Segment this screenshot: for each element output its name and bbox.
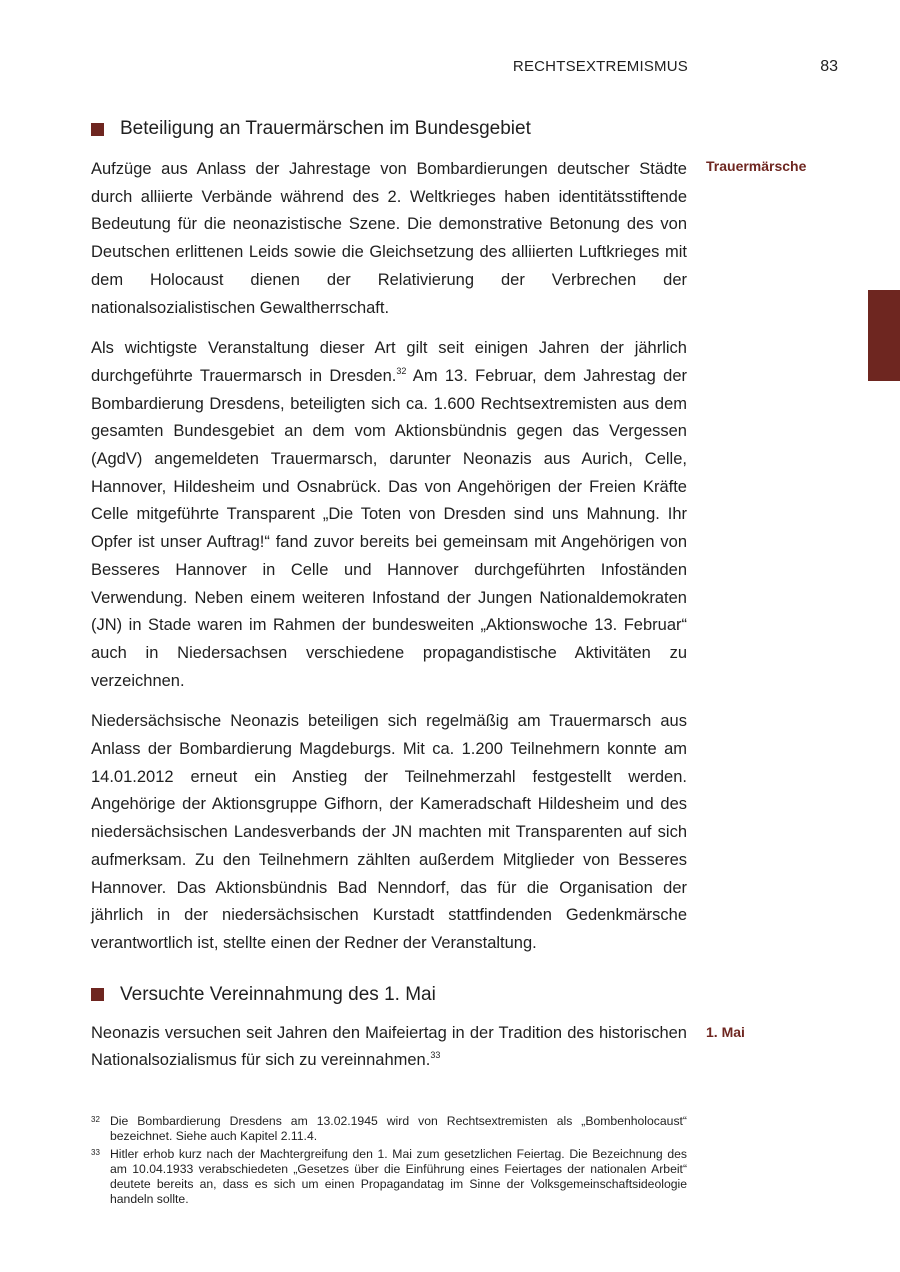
footnotes (91, 1114, 687, 1210)
paragraph: Aufzüge aus Anlass der Jahrestage von Bombardierungen deutscher Städte durch alliierte Verbände während des 2. Weltkrieges haben identitätsstiftende Bedeutung für die neonazistische Szene. Die demonstrative Betonung des von Deutschen erlittenen Leids sowie die Gleichsetzung des alliierten Luftkrieges mit dem Holocaust dienen der Relativierung der Verbrechen der nationalsozialistischen Gewaltherrschaft. (91, 160, 687, 317)
footnote (91, 1114, 687, 1144)
section-heading-trauermaersche (91, 116, 687, 142)
paragraph: Niedersächsische Neonazis beteiligen sich regelmäßig am Trauermarsch aus Anlass der Bombardierung Magdeburgs. Mit ca. 1.200 Teilnehmern konnte am 14.01.2012 erneut ein Anstieg der Teilnehmerzahl festgestellt werden. Angehörige der Aktionsgruppe Gifhorn, der Kameradschaft Hildesheim und des niedersächsischen Landesverbands der JN machten mit Transparenten auf sich aufmerksam. Zu den Teilnehmern zählten außerdem Mitglieder von Besseres Hannover. Das Aktionsbündnis Bad Nenndorf, das für die Organisation der jährlich in der niedersächsischen Kurstadt stattfindenden Gedenkmärsche verantwortlich ist, stellte einen der Redner der Veranstaltung. (91, 712, 687, 952)
chapter-tab-marker (868, 290, 900, 381)
main-content (91, 116, 687, 1075)
paragraph (91, 1020, 687, 1075)
margin-note-trauermaersche: Trauermärsche (706, 158, 807, 174)
section-heading-1-mai (91, 982, 687, 1008)
page-number: 83 (820, 58, 838, 75)
footnote-text: Die Bombardierung Dresdens am 13.02.1945 wird von Rechtsextremisten als „Bombenholocaust“ bezeichnet. Siehe auch Kapitel 2.11.4. (110, 1114, 687, 1143)
paragraph-text: Neonazis versuchen seit Jahren den Maifeiertag in der Tradition des historischen Nationalsozialismus für sich zu vereinnahmen. (91, 1023, 687, 1070)
margin-note-1-mai: 1. Mai (706, 1024, 745, 1040)
footnote-number: 32 (91, 1115, 100, 1124)
footnote-text: Hitler erhob kurz nach der Machtergreifung den 1. Mai zum gesetzlichen Feiertag. Die Bezeichnung des am 10.04.1933 verabschiedeten „Gesetzes über die Einführung eines Feiertages der nationalen Arbeit“ deutete bereits an, dass es sich um einen Propagandatag im Sinne der Volksgemeinschaftsideologie handeln sollte. (110, 1147, 687, 1206)
running-title: RECHTSEXTREMISMUS (512, 58, 688, 75)
footnote (91, 1147, 687, 1207)
paragraph-text: Als wichtigste Veranstaltung dieser Art gilt seit einigen Jahren der jährlich durchgeführte Trauermarsch in Dresden. (91, 339, 687, 385)
footnote-ref: 32 (396, 365, 407, 376)
footnote-number: 33 (91, 1148, 100, 1157)
square-bullet-icon (91, 988, 104, 1001)
section-heading-text: Versuchte Vereinnahmung des 1. Mai (120, 983, 436, 1005)
page-header (91, 58, 838, 80)
footnote-ref: 33 (430, 1050, 441, 1061)
paragraph (91, 335, 687, 695)
paragraph-text: Am 13. Februar, dem Jahrestag der Bombardierung Dresdens, beteiligten sich ca. 1.600 Rechtsextremisten aus dem gesamten Bundesgebiet an dem vom Aktionsbündnis gegen das Vergessen (AgdV) angemeldeten Trauermarsch, darunter Neonazis aus Aurich, Celle, Hannover, Hildesheim und Osnabrück. Das von Angehörigen der Freien Kräfte Celle mitgeführte Transparent „Die Toten von Dresden sind uns Mahnung. Ihr Opfer ist unser Auftrag!“ fand zuvor bereits bei gemeinsam mit Angehörigen von Besseres Hannover in Celle und Hannover durchgeführten Infoständen Verwendung. Neben einem weiteren Infostand der Jungen Nationaldemokraten (JN) in Stade waren im Rahmen der bundesweiten „Aktionswoche 13. Februar“ auch in Niedersachsen verschiedene propagandistische Aktivitäten zu verzeichnen. (91, 366, 687, 690)
section-heading-text: Beteiligung an Trauermärschen im Bundesgebiet (120, 118, 531, 139)
square-bullet-icon (91, 123, 104, 136)
